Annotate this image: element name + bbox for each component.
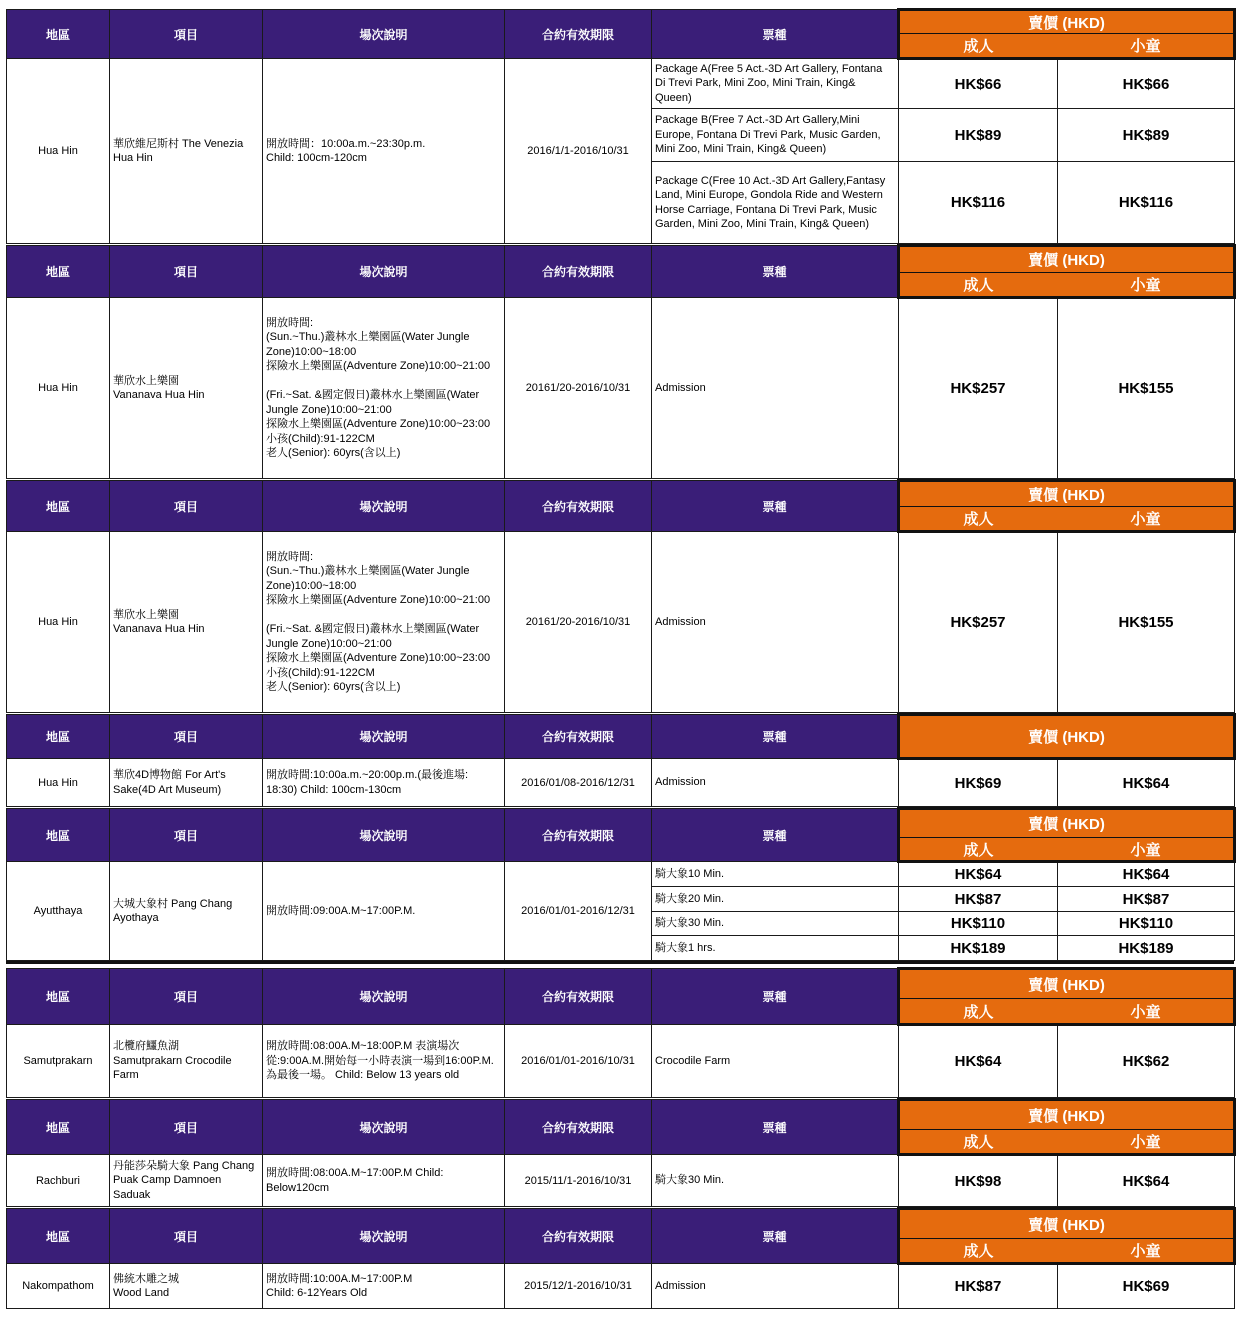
header-price: 賣價 (HKD) [899,481,1235,507]
header-adult: 成人 [899,507,1058,532]
item-cell: 華欣維尼斯村 The Venezia Hua Hin [110,59,263,244]
adult-price-cell: HK$64 [899,862,1058,887]
header-item: 項目 [110,715,263,759]
item-cell: 華欣4D博物館 For Art's Sake(4D Art Museum) [110,759,263,807]
child-price-cell: HK$62 [1058,1025,1235,1098]
table-row [7,298,1235,479]
ticket-type-cell: 騎大象1 hrs. [652,936,899,961]
header-region: 地區 [7,246,110,298]
child-price-cell: HK$110 [1058,912,1235,936]
session-cell: 開放時間：10:00a.m.~23:30p.m. Child: 100cm-120cm [263,59,505,244]
region-cell: Rachburi [7,1155,110,1207]
attraction-block [6,1207,1236,1309]
adult-price-cell: HK$257 [899,532,1058,713]
attraction-block [6,1098,1236,1207]
header-region: 地區 [7,715,110,759]
attraction-block [6,244,1236,479]
header-child: 小童 [1058,34,1235,59]
session-cell: 開放時間: (Sun.~Thu.)叢林水上樂園區(Water Jungle Zone)10:00~18:00 探險水上樂園區(Adventure Zone)10:00~21:00 (Fri.~Sat. &國定假日)叢林水上樂園區(Water Jungle Zone)10:00~21:00 探險水上樂園區(Adventure Zone)10:00~23:00 小孩(Child):91-122CM 老人(Senior): 60yrs(含以上) [263,298,505,479]
region-cell: Hua Hin [7,298,110,479]
item-cell: 丹能莎朵騎大象 Pang Chang Puak Camp Damnoen Saduak [110,1155,263,1207]
header-validity: 合約有效期限 [505,1209,652,1264]
header-ticket-type: 票種 [652,715,899,759]
validity-cell: 20161/20-2016/10/31 [505,298,652,479]
header-price: 賣價 (HKD) [899,246,1235,273]
adult-price-cell: HK$64 [899,1025,1058,1098]
attraction-block [6,8,1236,244]
table-row [7,59,1235,109]
header-price: 賣價 (HKD) [899,809,1235,838]
ticket-type-cell: Package B(Free 7 Act.-3D Art Gallery,Mini Europe, Fontana Di Trevi Park, Music Garden, Mini Zoo, Mini Train, King& Queen) [652,109,899,162]
attraction-block [6,807,1236,961]
header-ticket-type: 票種 [652,809,899,862]
child-price-cell: HK$64 [1058,759,1235,807]
header-region: 地區 [7,481,110,532]
adult-price-cell: HK$87 [899,1264,1058,1309]
region-cell: Hua Hin [7,59,110,244]
region-cell: Hua Hin [7,759,110,807]
child-price-cell: HK$87 [1058,887,1235,912]
header-adult: 成人 [899,1130,1058,1155]
header-validity: 合約有效期限 [505,246,652,298]
child-price-cell: HK$66 [1058,59,1235,109]
header-adult: 成人 [899,273,1058,298]
header-child: 小童 [1058,838,1235,862]
ticket-type-cell: 騎大象30 Min. [652,1155,899,1207]
attraction-block [6,967,1236,1098]
header-region: 地區 [7,969,110,1025]
ticket-type-cell: Admission [652,759,899,807]
session-cell: 開放時間:08:00A.M~17:00P.M Child: Below120cm [263,1155,505,1207]
header-item: 項目 [110,1100,263,1155]
validity-cell: 2016/01/01-2016/10/31 [505,1025,652,1098]
child-price-cell: HK$64 [1058,862,1235,887]
header-ticket-type: 票種 [652,1100,899,1155]
child-price-cell: HK$155 [1058,298,1235,479]
ticket-type-cell: Admission [652,1264,899,1309]
item-cell: 佛統木雕之城 Wood Land [110,1264,263,1309]
table-row [7,759,1235,807]
adult-price-cell: HK$189 [899,936,1058,961]
price-table-sheet [6,8,1234,1309]
header-child: 小童 [1058,273,1235,298]
header-child: 小童 [1058,507,1235,532]
header-adult: 成人 [899,34,1058,59]
child-price-cell: HK$69 [1058,1264,1235,1309]
attraction-block [6,713,1236,807]
header-ticket-type: 票種 [652,969,899,1025]
item-cell: 華欣水上樂園 Vananava Hua Hin [110,532,263,713]
ticket-type-cell: Admission [652,298,899,479]
header-validity: 合約有效期限 [505,10,652,59]
header-item: 項目 [110,10,263,59]
validity-cell: 2015/12/1-2016/10/31 [505,1264,652,1309]
region-cell: Samutprakarn [7,1025,110,1098]
header-region: 地區 [7,1209,110,1264]
header-region: 地區 [7,809,110,862]
header-adult: 成人 [899,838,1058,862]
child-price-cell: HK$189 [1058,936,1235,961]
header-adult: 成人 [899,1239,1058,1264]
header-validity: 合約有效期限 [505,809,652,862]
session-cell: 開放時間:10:00A.M~17:00P.M Child: 6-12Years Old [263,1264,505,1309]
adult-price-cell: HK$98 [899,1155,1058,1207]
header-validity: 合約有效期限 [505,481,652,532]
adult-price-cell: HK$116 [899,162,1058,244]
adult-price-cell: HK$110 [899,912,1058,936]
header-price: 賣價 (HKD) [899,1100,1235,1130]
adult-price-cell: HK$66 [899,59,1058,109]
header-item: 項目 [110,969,263,1025]
header-validity: 合約有效期限 [505,969,652,1025]
header-session: 場次說明 [263,246,505,298]
item-cell: 北欖府鱷魚湖 Samutprakarn Crocodile Farm [110,1025,263,1098]
header-session: 場次說明 [263,1100,505,1155]
ticket-type-cell: Package C(Free 10 Act.-3D Art Gallery,Fantasy Land, Mini Europe, Gondola Ride and Western Horse Carriage, Fontana Di Trevi Park, Music Garden, Mini Zoo, Mini Train, King& Queen) [652,162,899,244]
header-price: 賣價 (HKD) [899,969,1235,999]
header-ticket-type: 票種 [652,10,899,59]
region-cell: Hua Hin [7,532,110,713]
region-cell: Ayutthaya [7,862,110,961]
attraction-block [6,479,1236,713]
header-price: 賣價 (HKD) [899,1209,1235,1239]
header-session: 場次說明 [263,1209,505,1264]
header-validity: 合約有效期限 [505,1100,652,1155]
header-item: 項目 [110,809,263,862]
validity-cell: 20161/20-2016/10/31 [505,532,652,713]
ticket-type-cell: 騎大象30 Min. [652,912,899,936]
item-cell: 華欣水上樂園 Vananava Hua Hin [110,298,263,479]
header-ticket-type: 票種 [652,481,899,532]
validity-cell: 2016/1/1-2016/10/31 [505,59,652,244]
ticket-type-cell: Package A(Free 5 Act.-3D Art Gallery, Fontana Di Trevi Park, Mini Zoo, Mini Train, King& Queen) [652,59,899,109]
header-item: 項目 [110,481,263,532]
header-child: 小童 [1058,1239,1235,1264]
child-price-cell: HK$155 [1058,532,1235,713]
child-price-cell: HK$64 [1058,1155,1235,1207]
ticket-type-cell: Crocodile Farm [652,1025,899,1098]
validity-cell: 2016/01/01-2016/12/31 [505,862,652,961]
table-row [7,1155,1235,1207]
table-row [7,1025,1235,1098]
header-item: 項目 [110,1209,263,1264]
adult-price-cell: HK$69 [899,759,1058,807]
header-adult: 成人 [899,999,1058,1025]
header-child: 小童 [1058,1130,1235,1155]
header-session: 場次說明 [263,10,505,59]
session-cell: 開放時間:09:00A.M~17:00P.M. [263,862,505,961]
region-cell: Nakompathom [7,1264,110,1309]
ticket-type-cell: Admission [652,532,899,713]
header-region: 地區 [7,10,110,59]
header-child: 小童 [1058,999,1235,1025]
header-session: 場次說明 [263,481,505,532]
header-item: 項目 [110,246,263,298]
header-price: 賣價 (HKD) [899,10,1235,34]
adult-price-cell: HK$257 [899,298,1058,479]
adult-price-cell: HK$87 [899,887,1058,912]
header-ticket-type: 票種 [652,1209,899,1264]
session-cell: 開放時間:08:00A.M~18:00P.M 表演場次從:9:00A.M.開始每一小時表演一場到16:00P.M.為最後一場。 Child: Below 13 years old [263,1025,505,1098]
adult-price-cell: HK$89 [899,109,1058,162]
header-validity: 合約有效期限 [505,715,652,759]
validity-cell: 2016/01/08-2016/12/31 [505,759,652,807]
validity-cell: 2015/11/1-2016/10/31 [505,1155,652,1207]
header-region: 地區 [7,1100,110,1155]
child-price-cell: HK$89 [1058,109,1235,162]
session-cell: 開放時間:10:00a.m.~20:00p.m.(最後進場: 18:30) Child: 100cm-130cm [263,759,505,807]
header-session: 場次說明 [263,969,505,1025]
header-session: 場次說明 [263,715,505,759]
child-price-cell: HK$116 [1058,162,1235,244]
header-price: 賣價 (HKD) [899,715,1235,759]
header-ticket-type: 票種 [652,246,899,298]
table-row [7,1264,1235,1309]
ticket-type-cell: 騎大象10 Min. [652,862,899,887]
table-row [7,862,1235,887]
ticket-type-cell: 騎大象20 Min. [652,887,899,912]
table-row [7,532,1235,713]
item-cell: 大城大象村 Pang Chang Ayothaya [110,862,263,961]
header-session: 場次說明 [263,809,505,862]
session-cell: 開放時間: (Sun.~Thu.)叢林水上樂園區(Water Jungle Zone)10:00~18:00 探險水上樂園區(Adventure Zone)10:00~21:00 (Fri.~Sat. &國定假日)叢林水上樂園區(Water Jungle Zone)10:00~21:00 探險水上樂園區(Adventure Zone)10:00~23:00 小孩(Child):91-122CM 老人(Senior): 60yrs(含以上) [263,532,505,713]
